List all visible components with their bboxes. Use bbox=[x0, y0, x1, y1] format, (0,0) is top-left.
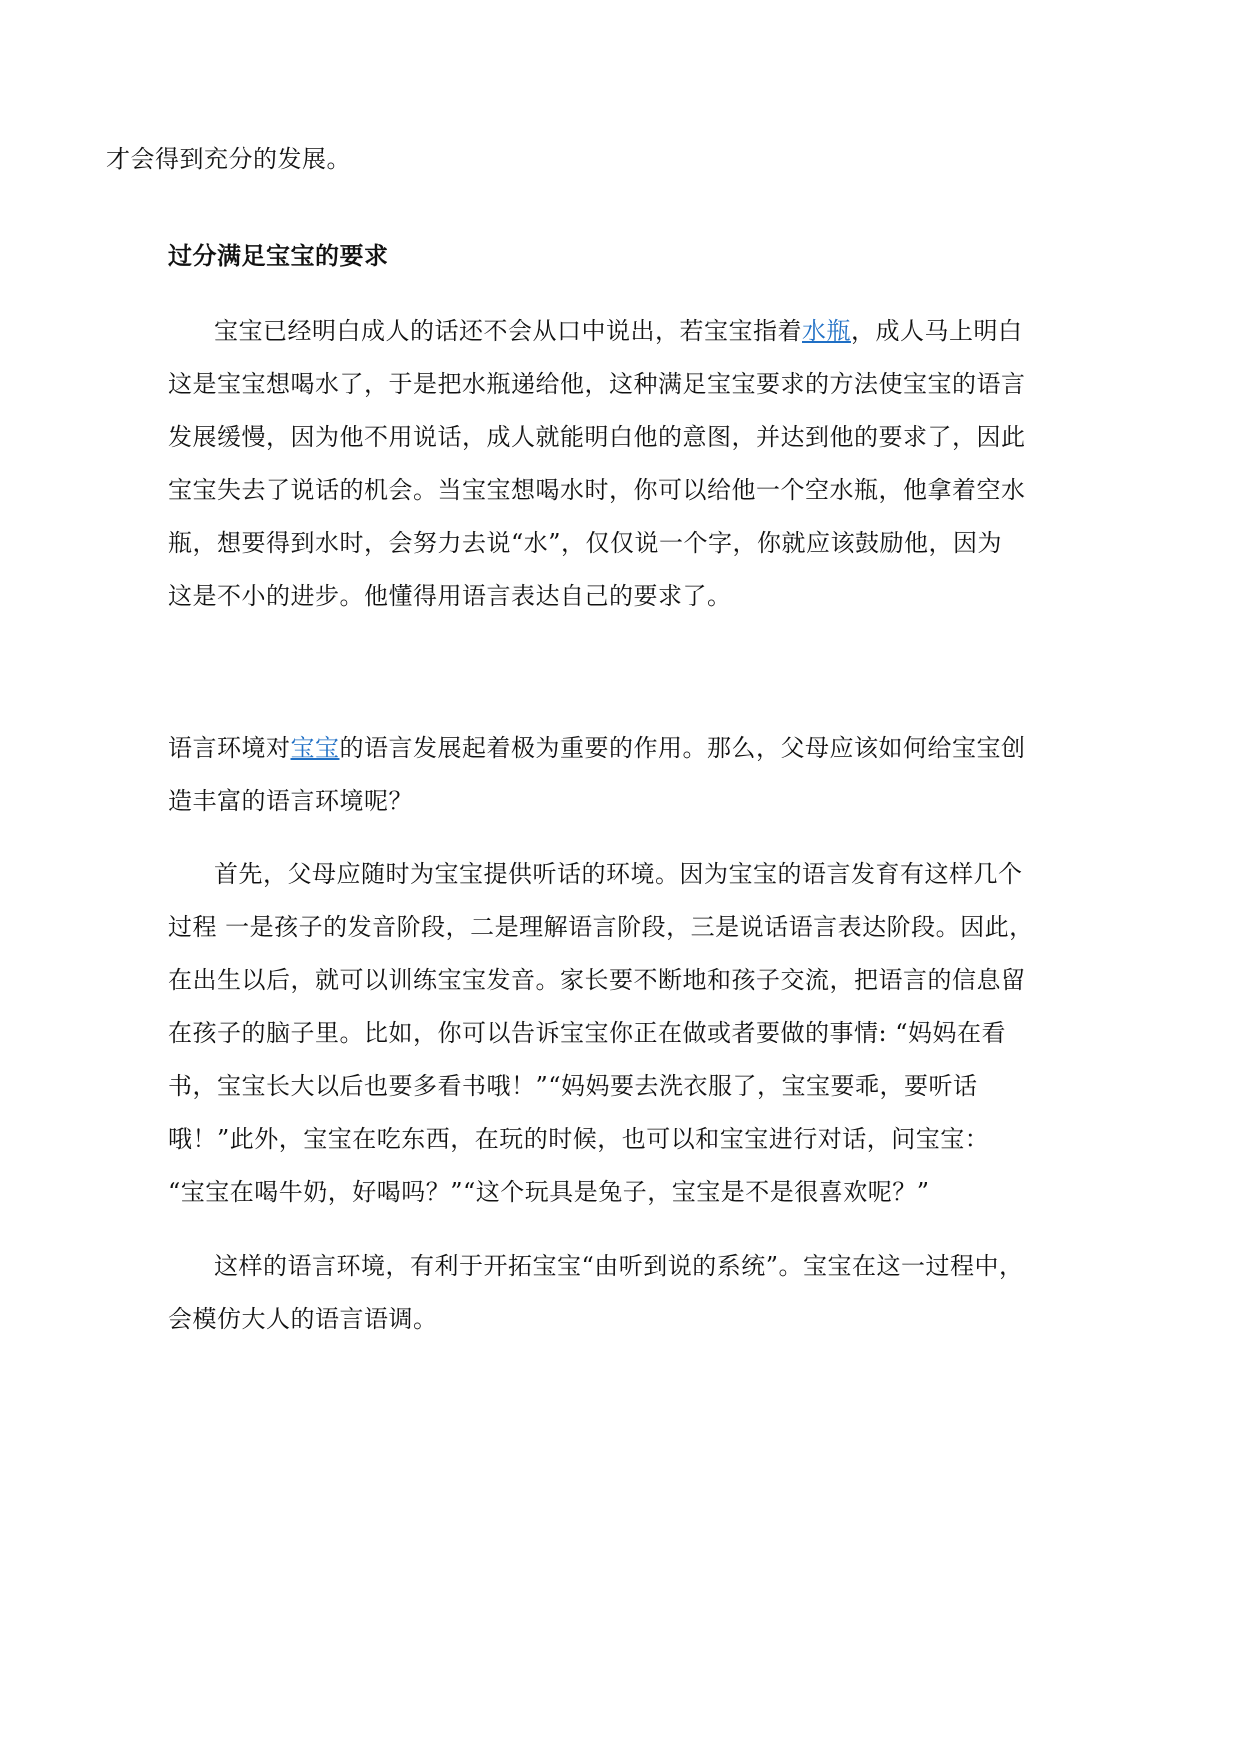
paragraph-line: 首先，父母应随时为宝宝提供听话的环境。因为宝宝的语言发育有这样几个 bbox=[214, 860, 1023, 888]
paragraph-line: 哦！”此外，宝宝在吃东西，在玩的时候，也可以和宝宝进行对话，问宝宝： bbox=[168, 1125, 990, 1153]
paragraph-line: 瓶，想要得到水时，会努力去说“水”，仅仅说一个字，你就应该鼓励他，因为 bbox=[168, 529, 1003, 557]
text-span: 的语言发展起着极为重要的作用。那么，父母应该如何给宝宝创 bbox=[339, 734, 1026, 762]
paragraph-line: 宝宝失去了说话的机会。当宝宝想喝水时，你可以给他一个空水瓶，他拿着空水 bbox=[168, 476, 1026, 504]
water-bottle-link[interactable]: 水瓶 bbox=[802, 317, 851, 345]
baby-link[interactable]: 宝宝 bbox=[290, 734, 340, 762]
paragraph-line: 过程 一是孩子的发音阶段，二是理解语言阶段，三是说话语言表达阶段。因此， bbox=[168, 913, 1034, 941]
paragraph-line: 这是不小的进步。他懂得用语言表达自己的要求了。 bbox=[168, 582, 732, 610]
text-span: 宝宝已经明白成人的话还不会从口中说出，若宝宝指着 bbox=[214, 317, 802, 345]
paragraph-line: 会模仿大人的语言语调。 bbox=[168, 1305, 438, 1333]
paragraph-line bbox=[214, 315, 1023, 347]
intro-tail-text: 才会得到充分的发展。 bbox=[106, 145, 351, 173]
paragraph-line: 这样的语言环境，有利于开拓宝宝“由听到说的系统”。宝宝在这一过程中， bbox=[214, 1252, 1024, 1280]
paragraph-line bbox=[168, 732, 1026, 764]
paragraph-line: 造丰富的语言环境呢？ bbox=[168, 787, 413, 815]
paragraph-line: 在出生以后，就可以训练宝宝发音。家长要不断地和孩子交流，把语言的信息留 bbox=[168, 966, 1026, 994]
section-heading: 过分满足宝宝的要求 bbox=[168, 242, 389, 270]
text-span: ，成人马上明白 bbox=[851, 317, 1023, 345]
paragraph-line: “宝宝在喝牛奶，好喝吗？”“这个玩具是兔子，宝宝是不是很喜欢呢？” bbox=[168, 1178, 930, 1206]
paragraph-line: 书，宝宝长大以后也要多看书哦！”“妈妈要去洗衣服了，宝宝要乖，要听话 bbox=[168, 1072, 978, 1100]
text-span: 语言环境对 bbox=[168, 734, 291, 762]
paragraph-line: 这是宝宝想喝水了，于是把水瓶递给他，这种满足宝宝要求的方法使宝宝的语言 bbox=[168, 370, 1026, 398]
paragraph-line: 在孩子的脑子里。比如，你可以告诉宝宝你正在做或者要做的事情: “妈妈在看 bbox=[168, 1019, 1006, 1047]
paragraph-line: 发展缓慢，因为他不用说话，成人就能明白他的意图，并达到他的要求了，因此 bbox=[168, 423, 1026, 451]
